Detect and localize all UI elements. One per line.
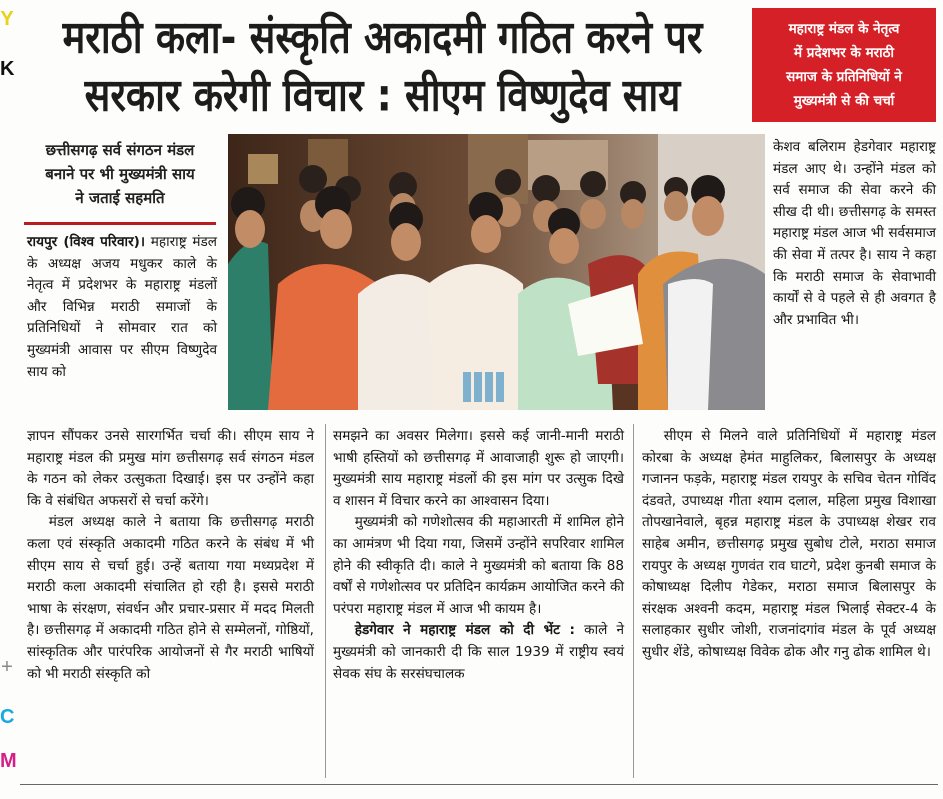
article-paragraph: मंडल अध्यक्ष काले ने बताया कि छत्तीसगढ़ मराठी कला एवं संस्कृति अकादमी गठित करने के संबंध में भी सीएम साय से चर्चा हुई। उन्हें बताया गया मध्यप्रदेश में मराठी कला अकादमी संचालित हो रही है। इससे मराठी भाषा के संरक्षण, संवर्धन और प्रचार-प्रसार में मदद मिलती है। छत्तीसगढ़ में अकादमी गठित होने से सम्मेलनों, गोष्ठियों, सांस्कृतिक और पारंपरिक आयोजनों से गैर मराठी भाषियों को भी मराठी संस्कृति को [27, 514, 314, 682]
headline-line-2: सरकार करेगी विचार : सीएम विष्णुदेव साय [84, 69, 681, 121]
registration-mark-black: K [0, 58, 15, 80]
subhead-divider [24, 222, 216, 225]
article-paragraph: केशव बलिराम हेडगेवार महाराष्ट्र मंडल आए थे। उन्होंने मंडल को सर्व समाज की सेवा करने की सीख दी थी। छत्तीसगढ़ के समस्त महाराष्ट्र मंडल आज भी सर्वसमाज की सेवा में तत्पर है। साय ने कहा कि मराठी समाज के सेवाभावी कार्यों से वे पहले से ही अवगत है और प्रभावित भी। [773, 139, 936, 328]
highlight-line-1: महाराष्ट्र मंडल के नेतृत्व [788, 21, 900, 37]
article-paragraph [333, 620, 624, 685]
article-column-3-top [773, 137, 936, 331]
column-divider [633, 424, 634, 778]
section-subhead: हेडगेवार ने महाराष्ट्र मंडल को दी भेंट : [354, 622, 575, 639]
highlight-line-4: मुख्यमंत्री से की चर्चा [793, 93, 895, 109]
registration-mark-magenta: M [0, 750, 17, 772]
article-paragraph: समझने का अवसर मिलेगा। इससे कई जानी-मानी मराठी भाषी हस्तियों को छत्तीसगढ़ में आवाजाही शुरू हो जाएगी। मुख्यमंत्री साय महाराष्ट्र मंडलों की इस मांग पर उत्सुक दिखे व शासन में विचार करने का आश्वासन दिया। [333, 428, 624, 509]
article-text [27, 232, 217, 383]
article-column-3 [642, 426, 936, 664]
highlight-line-3: समाज के प्रतिनिधियों ने [786, 69, 902, 85]
article-column-1-top [27, 232, 217, 383]
highlight-box [752, 8, 936, 122]
headline-line-1: मराठी कला- संस्कृति अकादमी गठित करने पर [62, 11, 703, 63]
subhead-line-2: बनाने पर भी मुख्यमंत्री साय [45, 165, 195, 183]
article-column-1 [27, 426, 314, 685]
article-paragraph: सीएम से मिलने वाले प्रतिनिधियों में महाराष्ट्र मंडल कोरबा के अध्यक्ष हेमंत माहुलिकर, बिलासपुर के अध्यक्ष गजानन फड़के, महाराष्ट्र मंडल रायपुर के सचिव चेतन गोविंद दंडवते, उपाध्यक्ष गीता श्याम दलाल, महिला प्रमुख विशाखा तोपखानेवाले, बृहन्न महाराष्ट्र मंडल के उपाध्यक्ष शेखर राव साहेब अमीन, छत्तीसगढ़ प्रमुख सुबोध टोले, मराठा समाज रायपुर के अध्यक्ष गुणवंत राव घाटगे, प्रदेश कुनबी समाज के कोषाध्यक्ष दिलीप गेडेकर, मराठा समाज बिलासपुर के संरक्षक अश्वनी कदम, महाराष्ट्र मंडल भिलाई सेक्टर-4 के सलाहकार सुधीर जोशी, राजनांदगांव मंडल के पूर्व अध्यक्ष सुधीर शेंडे, कोषाध्यक्ष विवेक ढोक और गनु ढोक शामिल थे। [642, 428, 936, 660]
article-paragraph: ज्ञापन सौंपकर उनसे सारगर्भित चर्चा की। सीएम साय ने महाराष्ट्र मंडल की प्रमुख मांग छत्तीसगढ़ सर्व संगठन मंडल के गठन को लेकर उत्सुकता दिखाई। इस पर उन्होंने कहा कि वे संबंधित अफसरों से चर्चा करेंगे। [27, 428, 314, 509]
subhead-line-1: छत्तीसगढ़ सर्व संगठन मंडल [45, 141, 195, 159]
highlight-line-2: में प्रदेशभर के मराठी [793, 45, 894, 61]
article-text-col1-top: महाराष्ट्र मंडल के अध्यक्ष अजय मधुकर काले के नेतृत्व में प्रदेशभर के महाराष्ट्र मंडलों और विभिन्न मराठी समाजों के प्रतिनिधियों ने सोमवार रात को मुख्यमंत्री आवास पर सीएम विष्णुदेव साय को [27, 234, 217, 380]
column-divider [325, 424, 326, 778]
sub-headline [24, 138, 216, 210]
registration-mark-cyan: C [0, 706, 15, 728]
group-photo-illustration [228, 134, 765, 410]
registration-mark-cross: + [1, 656, 13, 678]
bottom-divider [20, 784, 938, 785]
article-column-2 [333, 426, 624, 685]
dateline: रायपुर (विश्व परिवार)। [27, 234, 145, 250]
news-photo [228, 134, 765, 410]
article-paragraph: मुख्यमंत्री को गणेशोत्सव की महाआरती में शामिल होने का आमंत्रण भी दिया गया, जिसमें उन्होंने सपरिवार शामिल होने की स्वीकृति दी। काले ने मुख्यमंत्री को बताया कि 88 वर्षों से गणेशोत्सव पर प्रतिदिन कार्यक्रम आयोजित करने की परंपरा महाराष्ट्र मंडल में आज भी कायम है। [333, 514, 624, 617]
subhead-line-3: ने जताई सहमति [75, 189, 165, 207]
article-headline [20, 8, 745, 124]
registration-mark-yellow: Y [0, 8, 14, 30]
article-text-col2-end: काले ने मुख्यमंत्री को जानकारी दी कि साल 1939 में राष्ट्रीय स्वयं सेवक संघ के सरसंघचालक [333, 622, 624, 682]
